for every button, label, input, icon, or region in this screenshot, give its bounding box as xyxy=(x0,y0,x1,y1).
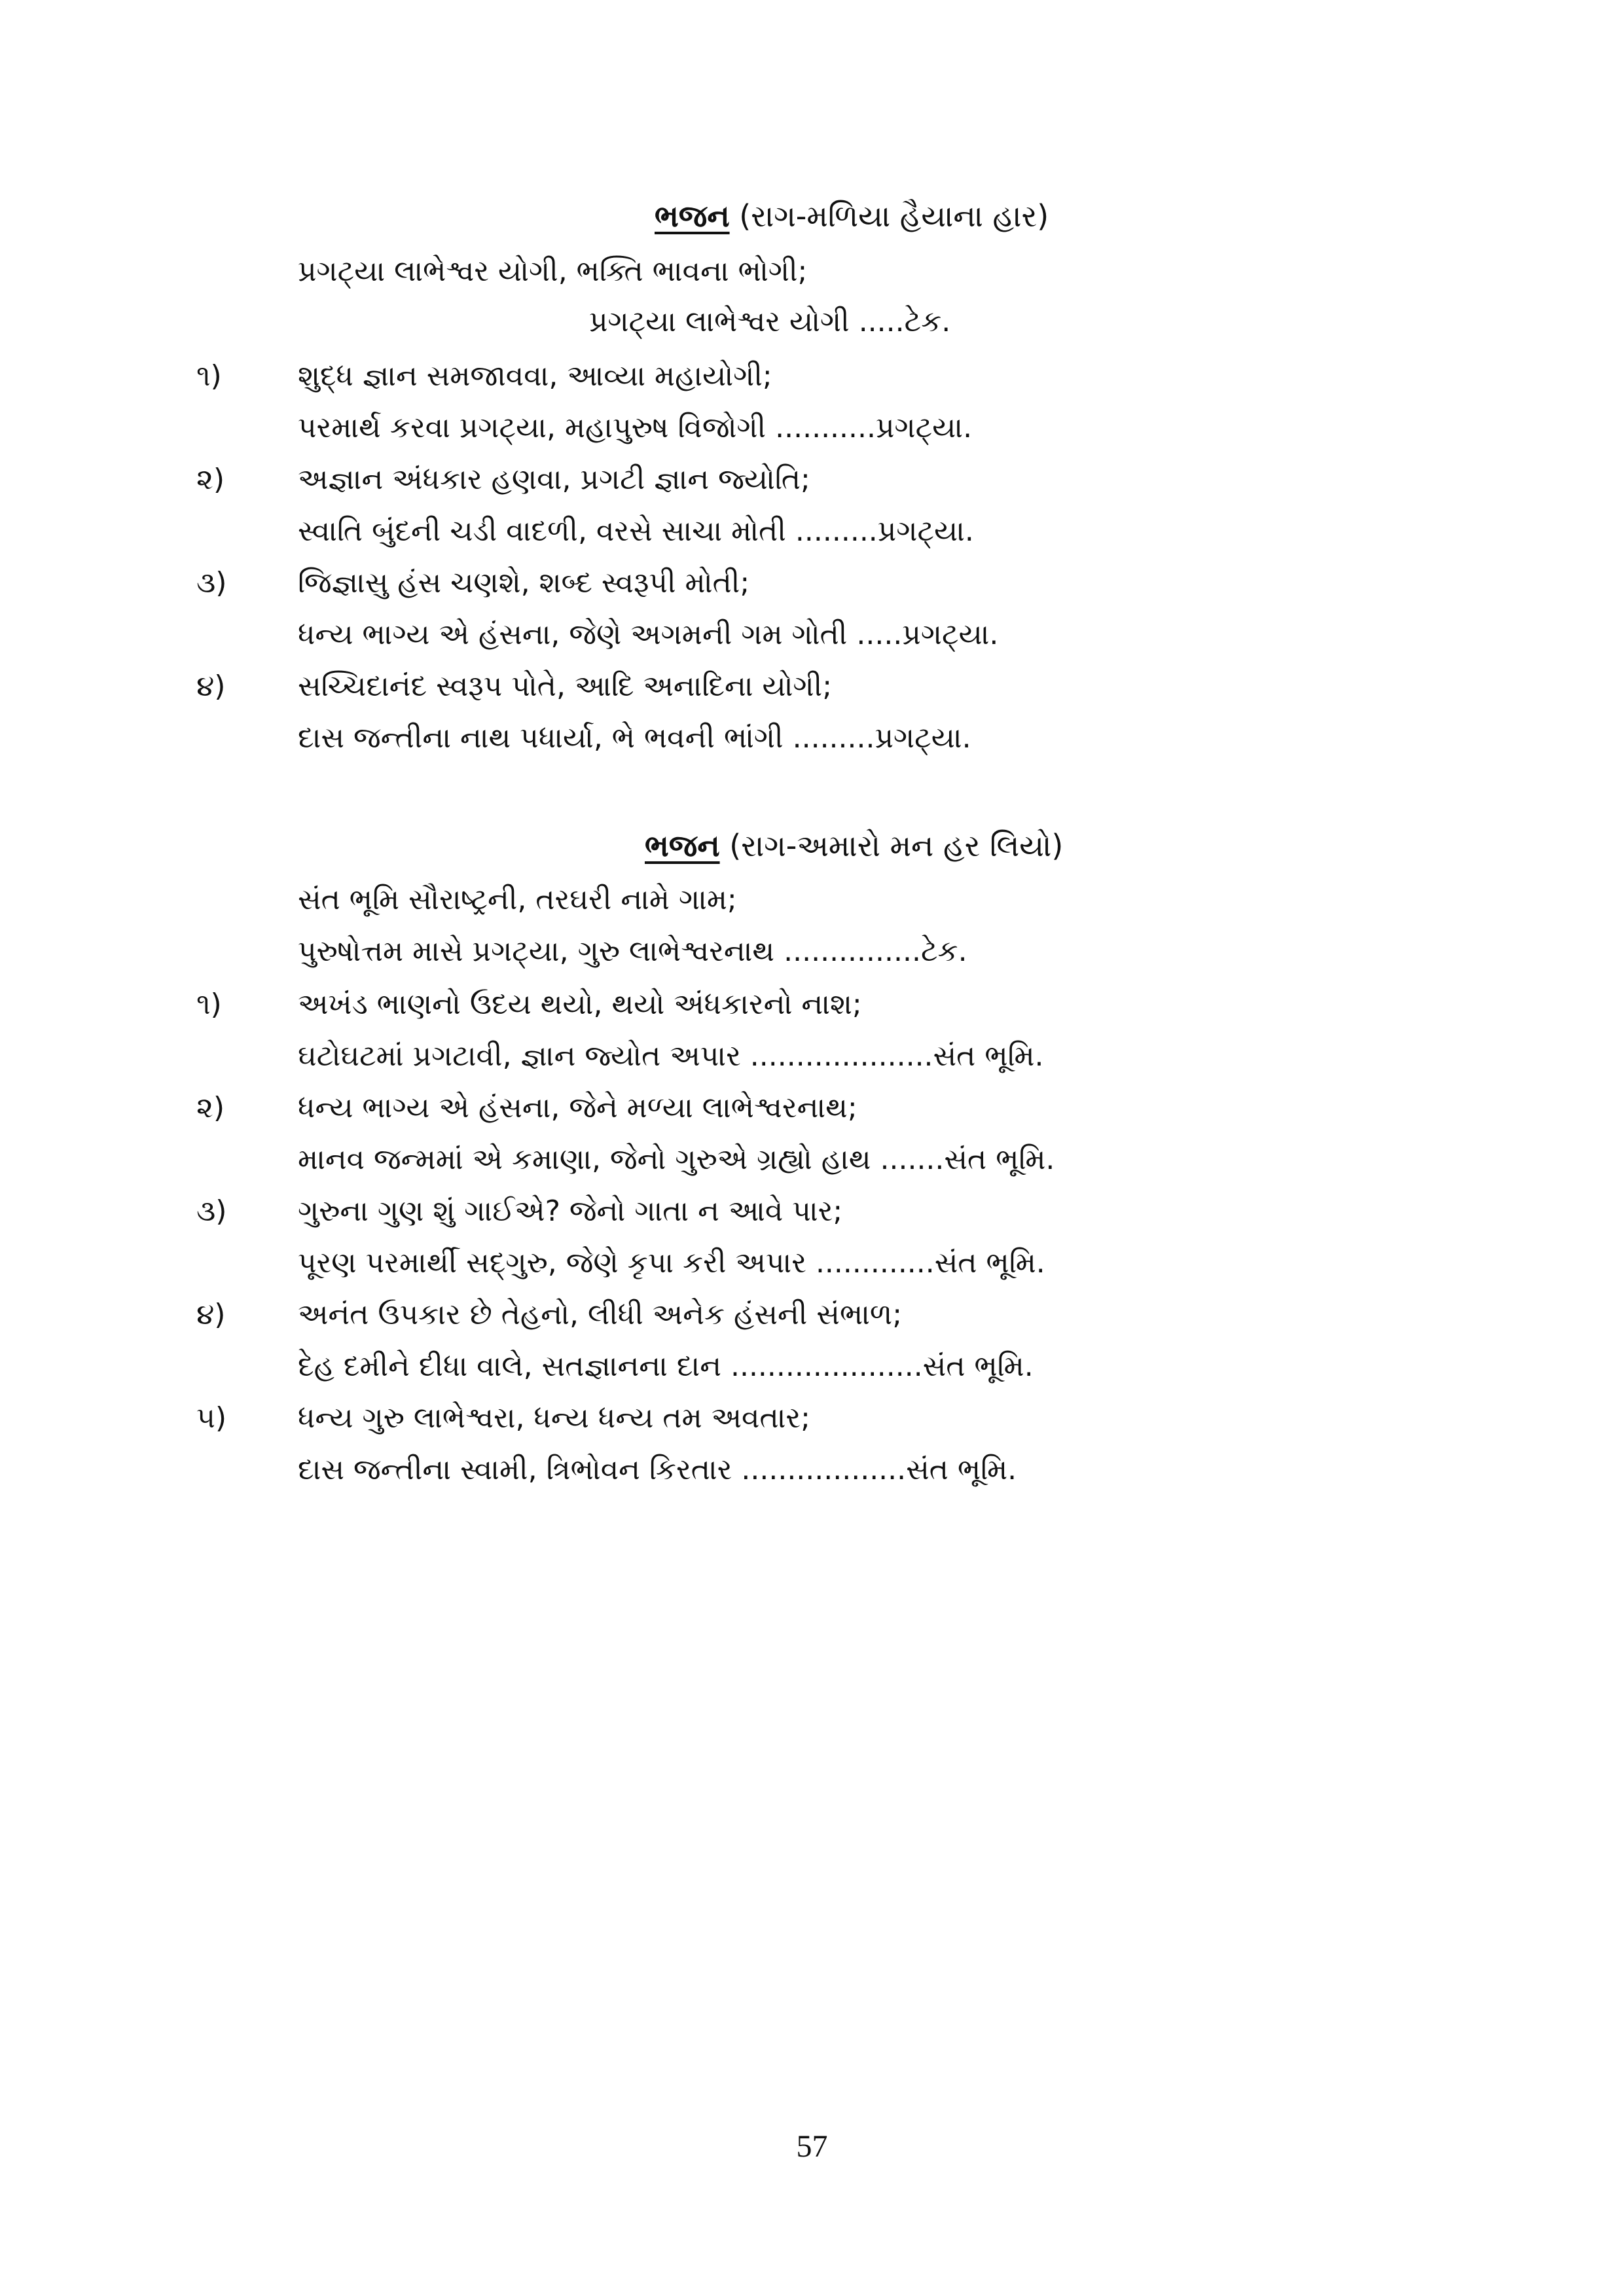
bhajan-2-verse-line: ઘટોઘટમાં પ્રગટાવી, જ્ઞાન જ્યોત અપાર ....................સંત ભૂમિ. xyxy=(298,1039,1044,1073)
page-number: 57 xyxy=(796,2129,828,2164)
bhajan-1-verse-line: સચ્ચિદાનંદ સ્વરૂપ પોતે, આદિ અનાદિના યોગી; xyxy=(298,670,833,703)
bhajan-2-verse-number: ૫) xyxy=(196,1401,227,1435)
bhajan-1-verse-line: ધન્ય ભાગ્ય એ હંસના, જેણે અગમની ગમ ગોતી .....પ્રગટ્યા. xyxy=(298,618,999,651)
bhajan-1-tek-line-2: પ્રગટ્યા લાભેશ્વર યોગી .....ટેક. xyxy=(589,305,951,338)
bhajan-2-verse-line: અખંડ ભાણનો ઉદય થયો, થયો અંધકારનો નાશ; xyxy=(298,988,862,1021)
bhajan-1-verse-line: સ્વાતિ બુંદની ચડી વાદળી, વરસે સાચા મોતી .........પ્રગટ્યા. xyxy=(298,514,974,548)
bhajan-1-verse-line: પરમાર્થ કરવા પ્રગટ્યા, મહાપુરુષ વિજોગી ...........પ્રગટ્યા. xyxy=(298,411,973,444)
bhajan-1-verse-number: ૩) xyxy=(196,566,227,600)
bhajan-2-tek-line-2: પુરુષોત્તમ માસે પ્રગટ્યા, ગુરુ લાભેશ્વરનાથ ...............ટેક. xyxy=(298,935,967,968)
bhajan-2-verse-number: ૪) xyxy=(196,1298,226,1331)
bhajan-2-heading xyxy=(645,826,1063,865)
bhajan-2-verse-line: દાસ જન્તીના સ્વામી, ત્રિભોવન કિરતાર ..................સંત ભૂમિ. xyxy=(298,1453,1017,1486)
bhajan-2-title: ભજન xyxy=(645,828,720,863)
bhajan-2-raga: (રાગ-અમારો મન હર લિયો) xyxy=(729,828,1064,863)
bhajan-1-title: ભજન xyxy=(655,198,730,234)
bhajan-2-verse-line: ધન્ય ગુરુ લાભેશ્વરા, ધન્ય ધન્ય તમ અવતાર; xyxy=(298,1401,810,1435)
bhajan-1-raga: (રાગ-મળિયા હૈયાના હાર) xyxy=(739,198,1049,234)
bhajan-1-verse-number: ૨) xyxy=(196,463,225,496)
bhajan-1-tek-line-1: પ્રગટ્યા લાભેશ્વર યોગી, ભક્તિ ભાવના ભોગી; xyxy=(298,255,808,288)
bhajan-1-heading xyxy=(655,196,1049,236)
bhajan-2-verse-number: ૩) xyxy=(196,1194,227,1228)
bhajan-2-verse-line: માનવ જન્મમાં એ કમાણા, જેનો ગુરુએ ગ્રહ્યો હાથ .......સંત ભૂમિ. xyxy=(298,1143,1055,1176)
bhajan-2-verse-line: પૂરણ પરમાર્થી સદ્ગુરુ, જેણે કૃપા કરી અપાર .............સંત ભૂમિ. xyxy=(298,1246,1045,1280)
bhajan-2-verse-line: દેહ દમીને દીધા વાલે, સતજ્ઞાનના દાન .....................સંત ભૂમિ. xyxy=(298,1350,1034,1383)
bhajan-1-verse-number: ૧) xyxy=(196,359,222,393)
bhajan-2-tek-line-1: સંત ભૂમિ સૌરાષ્ટ્રની, તરઘરી નામે ગામ; xyxy=(298,883,737,916)
bhajan-2-verse-line: ગુરુના ગુણ શું ગાઈએ? જેનો ગાતા ન આવે પાર; xyxy=(298,1194,843,1228)
bhajan-1-verse-line: જિજ્ઞાસુ હંસ ચણશે, શબ્દ સ્વરૂપી મોતી; xyxy=(298,566,750,600)
bhajan-2-verse-number: ૨) xyxy=(196,1091,225,1124)
bhajan-1-verse-number: ૪) xyxy=(196,670,226,703)
bhajan-2-verse-line: ધન્ય ભાગ્ય એ હંસના, જેને મળ્યા લાભેશ્વરનાથ; xyxy=(298,1091,857,1124)
bhajan-1-verse-line: અજ્ઞાન અંધકાર હણવા, પ્રગટી જ્ઞાન જ્યોતિ; xyxy=(298,463,810,496)
bhajan-1-verse-line: દાસ જન્તીના નાથ પધાર્યા, ભે ભવની ભાંગી .........પ્રગટ્યા. xyxy=(298,721,971,755)
bhajan-1-verse-line: શુદ્ધ જ્ઞાન સમજાવવા, આવ્યા મહાયોગી; xyxy=(298,359,772,393)
bhajan-2-verse-line: અનંત ઉપકાર છે તેહનો, લીધી અનેક હંસની સંભાળ; xyxy=(298,1298,903,1331)
bhajan-2-verse-number: ૧) xyxy=(196,988,222,1021)
